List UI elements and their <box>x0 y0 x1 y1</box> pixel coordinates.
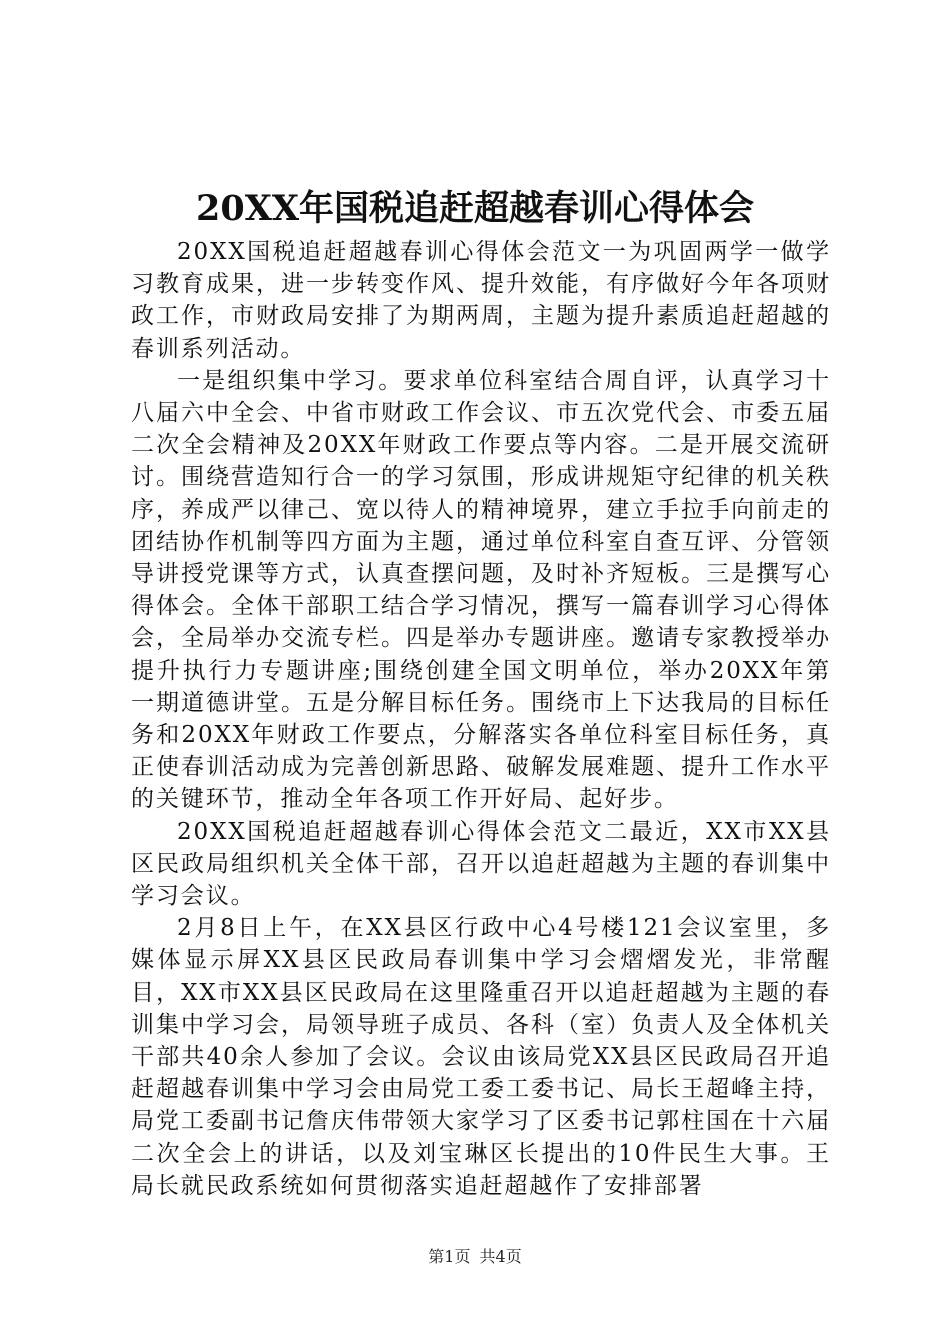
paragraph-2: 一是组织集中学习。要求单位科室结合周自评，认真学习十八届六中全会、中省市财政工作会议、市五次党代会、市委五届二次全会精神及20XX年财政工作要点等内容。二是开展交流研讨。围绕营造知行合一的学习氛围，形成讲规矩守纪律的机关秩序，养成严以律己、宽以待人的精神境界，建立手拉手向前走的团结协作机制等四方面为主题，通过单位科室自查互评、分管领导讲授党课等方式，认真查摆问题，及时补齐短板。三是撰写心得体会。全体干部职工结合学习情况，撰写一篇春训学习心得体会，全局举办交流专栏。四是举办专题讲座。邀请专家教授举办提升执行力专题讲座;围绕创建全国文明单位，举办20XX年第一期道德讲堂。五是分解目标任务。围绕市上下达我局的目标任务和20XX年财政工作要点，分解落实各单位科室目标任务，真正使春训活动成为完善创新思路、破解发展难题、提升工作水平的关键环节，推动全年各项工作开好局、起好步。 <box>131 367 831 813</box>
paragraph-4: 2月8日上午，在XX县区行政中心4号楼121会议室里，多媒体显示屏XX县区民政局春训集中学习会熠熠发光，非常醒目，XX市XX县区民政局在这里隆重召开以追赶超越为主题的春训集中学习会，局领导班子成员、各科（室）负责人及全体机关干部共40余人参加了会议。会议由该局党XX县区民政局召开追赶超越春训集中学习会由局党工委工委书记、局长王超峰主持，局党工委副书记詹庆伟带领大家学习了区委书记郭柱国在十六届二次全会上的讲话，以及刘宝琳区长提出的10件民生大事。王局长就民政系统如何贯彻落实追赶超越作了安排部署 <box>131 915 831 1199</box>
document-title: 20XX年国税追赶超越春训心得体会 <box>195 188 755 229</box>
paragraph-3: 20XX国税追赶超越春训心得体会范文二最近，XX市XX县区民政局组织机关全体干部，召开以追赶超越为主题的春训集中学习会议。 <box>131 818 831 910</box>
document-body <box>131 236 831 1202</box>
page-number: 第1页 <box>428 1247 471 1266</box>
paragraph-1: 20XX国税追赶超越春训心得体会范文一为巩固两学一做学习教育成果，进一步转变作风、提升效能，有序做好今年各项财政工作，市财政局安排了为期两周，主题为提升素质追赶超越的春训系列活动。 <box>131 239 831 362</box>
page-footer <box>0 1246 950 1268</box>
page-total: 共4页 <box>479 1247 522 1266</box>
